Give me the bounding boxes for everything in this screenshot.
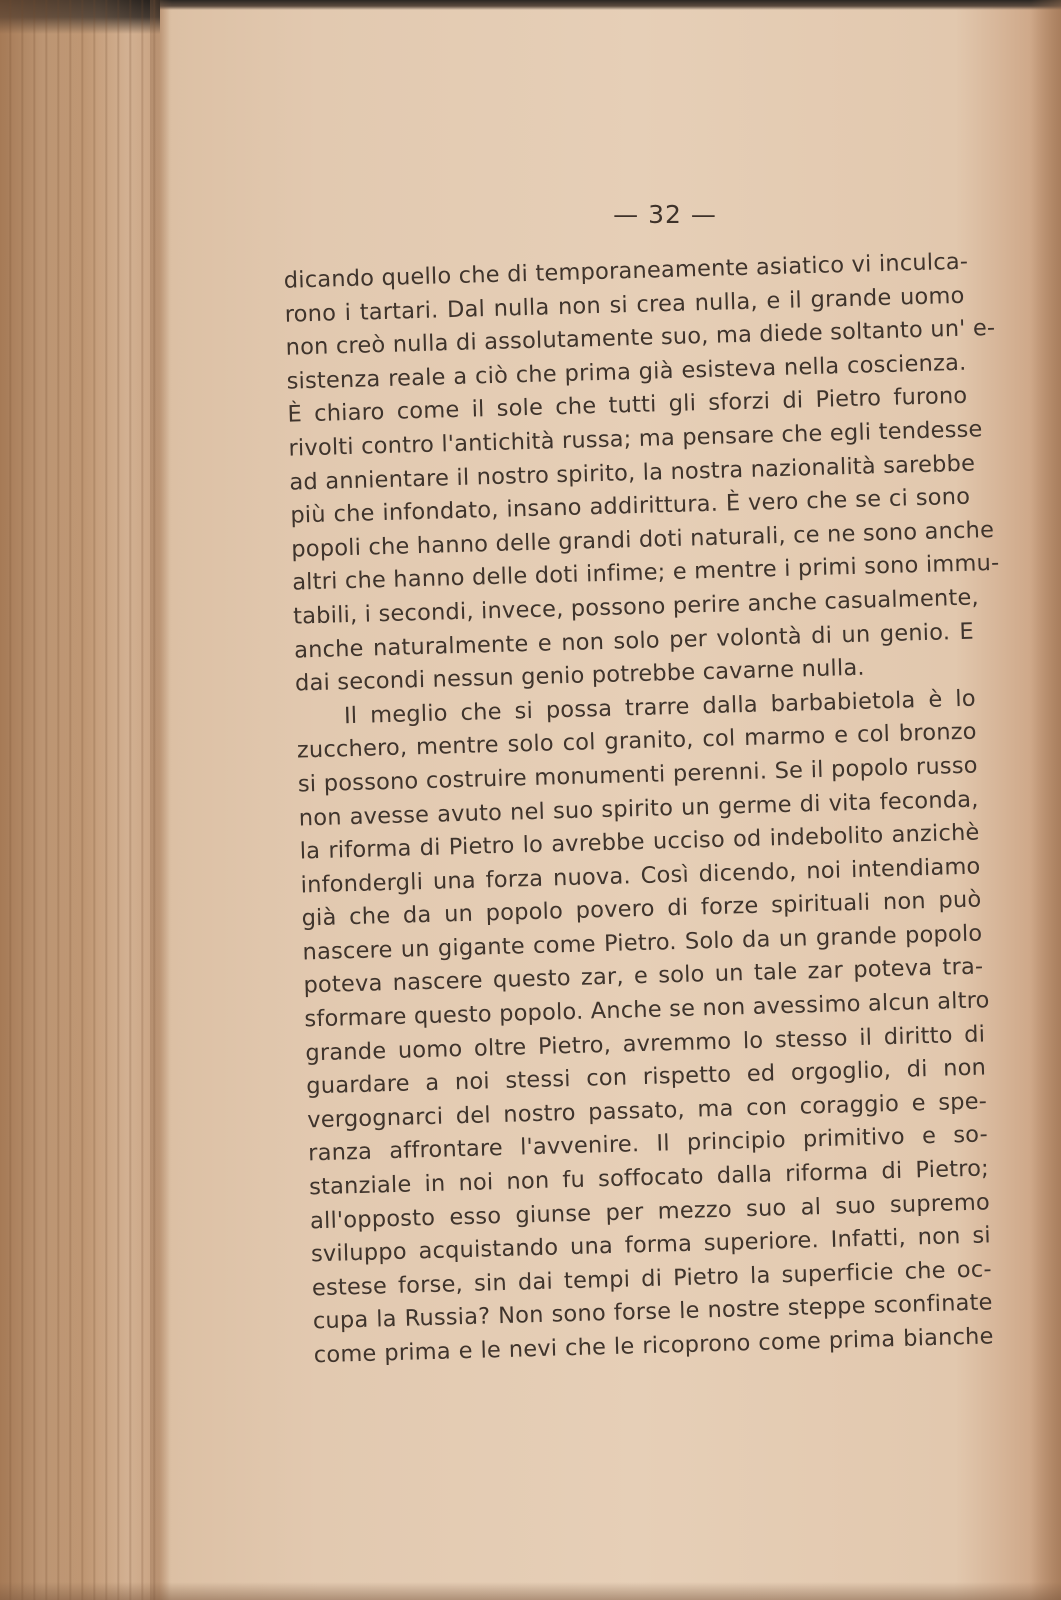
text-line: già che da un popolo povero di forze spirituali non può (301, 886, 982, 932)
page-fold-shadow (150, 0, 172, 1600)
text-line: ad annientare il nostro spirito, la nostra nazionalità sarebbe (289, 450, 976, 496)
text-line: ranza affrontare l'avvenire. Il principio primitivo e so- (307, 1121, 989, 1167)
text-line: nascere un gigante come Pietro. Solo da un grande popolo (302, 920, 983, 966)
text-line: rono i tartari. Dal nulla non si crea nulla, e il grande uomo (284, 282, 965, 328)
text-line: rivolti contro l'antichità russa; ma pensare che egli tendesse (288, 416, 983, 462)
text-line: all'opposto esso giunse per mezzo suo al suo supremo (309, 1188, 991, 1234)
body-text (283, 246, 1000, 1373)
text-line: zucchero, mentre solo col granito, col marmo e col bronzo (296, 718, 978, 764)
page-bottom-edge (0, 1582, 1061, 1600)
text-line: poteva nascere questo zar, e solo un tale zar poteva tra- (303, 953, 984, 999)
text-line: sviluppo acquistando una forma superiore. Infatti, non si (310, 1222, 992, 1268)
text-line: guardare a noi stessi con rispetto ed orgoglio, di non (305, 1054, 987, 1100)
text-line: non avesse avuto nel suo spirito un germe di vita feconda, (298, 786, 979, 832)
text-line: altri che hanno delle doti infime; e mentre i primi sono immu- (291, 550, 1000, 596)
text-line: sformare questo popolo. Anche se non avessimo alcun altro (304, 987, 990, 1033)
text-line: popoli che hanno delle grandi doti naturali, ce ne sono anche (290, 516, 995, 563)
page-number: — 32 — (613, 200, 717, 229)
text-line: tabili, i secondi, invece, possono perire anche casualmente, (292, 584, 980, 630)
text-line: cupa la Russia? Non sono forse le nostre steppe sconfinate (312, 1289, 994, 1335)
text-line: grande uomo oltre Pietro, avremmo lo stesso il diritto di (305, 1021, 986, 1067)
text-line: stanziale in noi non fu soffocato dalla riforma di Pietro; (308, 1155, 990, 1201)
page-right-edge (1031, 0, 1061, 1600)
text-line: la riforma di Pietro lo avrebbe ucciso od indebolito anzichè (299, 819, 980, 865)
text-line: sistenza reale a ciò che prima già esisteva nella coscienza. (286, 349, 967, 395)
text-line: dicando quello che di temporaneamente asiatico vi inculca- (283, 248, 969, 294)
text-line: È chiaro come il sole che tutti gli sforzi di Pietro furono (287, 383, 968, 429)
text-line: più che infondato, insano addirittura. È vero che se ci sono (290, 483, 971, 529)
text-line: anche naturalmente e non solo per volontà di un genio. E (293, 618, 975, 664)
text-line: non creò nulla di assolutamente suo, ma diede soltanto un' e- (285, 315, 996, 361)
text-line: infondergli una forza nuova. Così dicendo, noi intendiamo (300, 853, 981, 899)
text-line: vergognarci del nostro passato, ma con coraggio e spe- (306, 1088, 988, 1134)
text-line: come prima e le nevi che le ricoprono come prima bianche (313, 1323, 994, 1369)
book-page-edges (0, 0, 165, 1600)
text-line: estese forse, sin dai tempi di Pietro la superficie che oc- (311, 1256, 993, 1302)
text-line: dai secondi nessun genio potrebbe cavarne nulla. (294, 654, 866, 697)
text-line: si possono costruire monumenti perenni. Se il popolo russo (297, 752, 978, 798)
text-line: Il meglio che si possa trarre dalla barbabietola è lo (343, 685, 977, 729)
